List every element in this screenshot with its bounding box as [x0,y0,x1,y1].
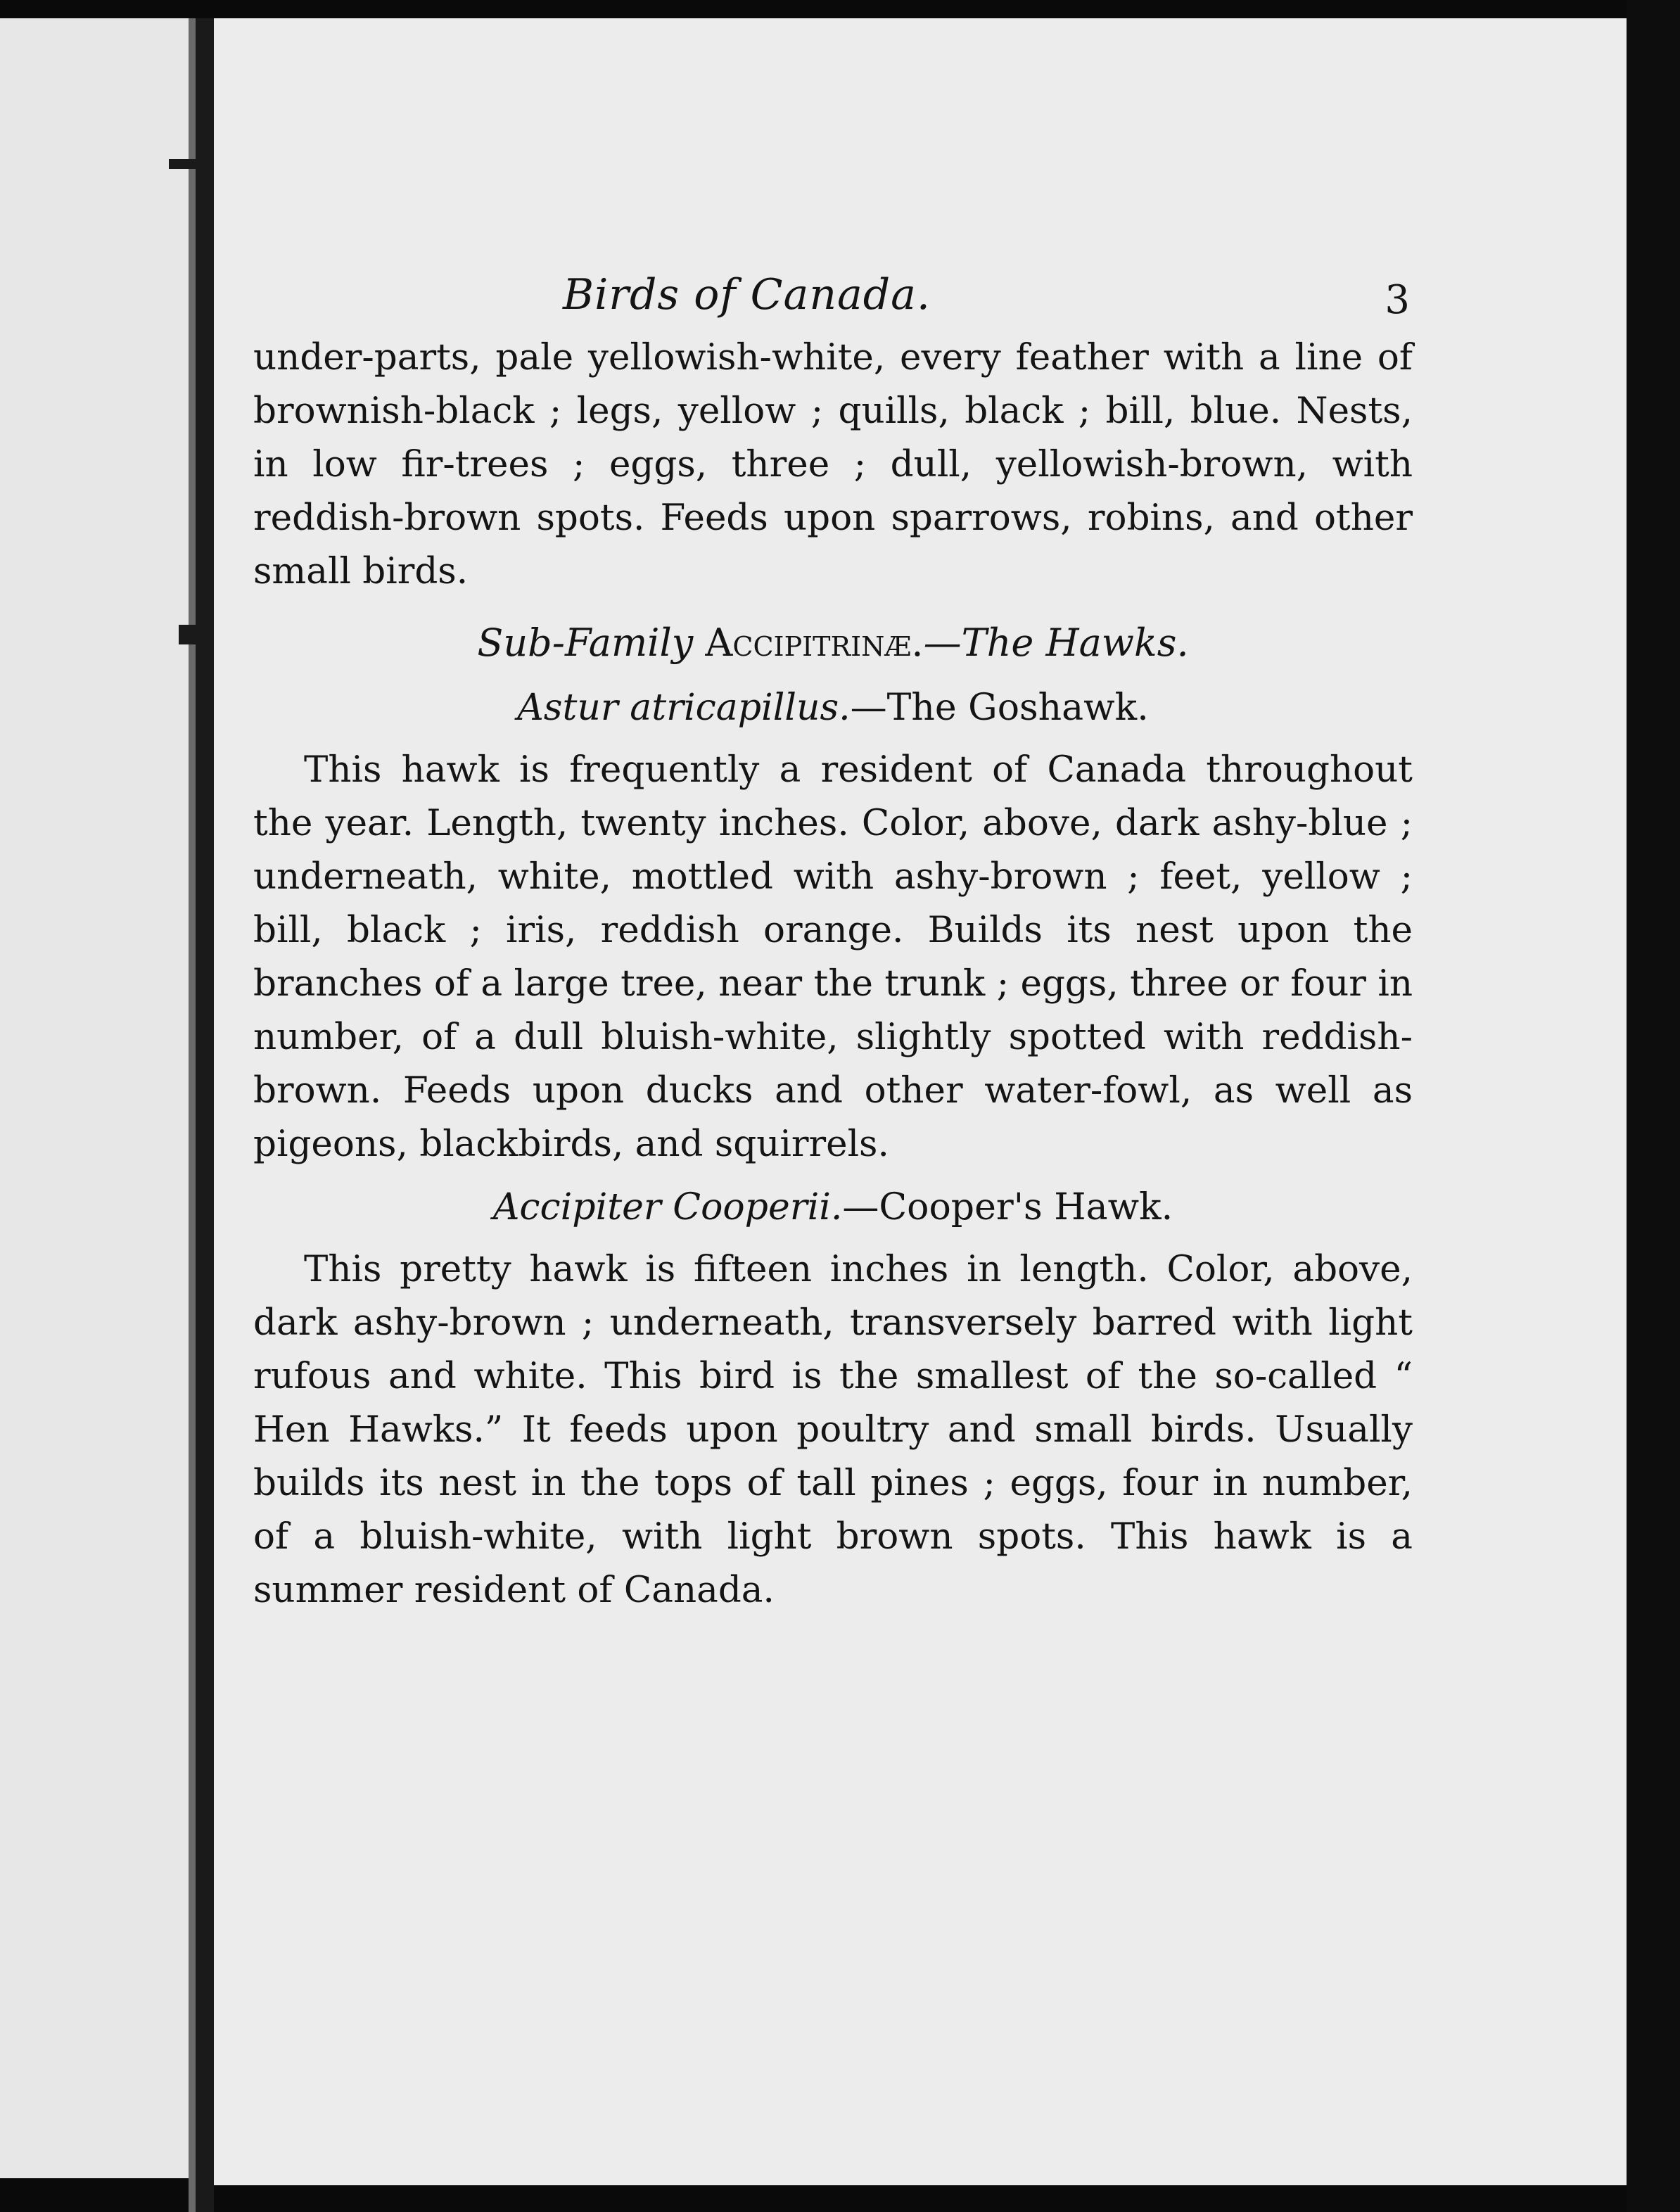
page-number: 3 [1385,277,1410,323]
subfamily-name: Accipitrinæ. [705,621,924,665]
scan-border-right [1627,0,1680,2212]
running-title: Birds of Canada. [563,270,931,319]
running-header [253,250,1413,328]
species-common-name: —The Goshawk. [850,687,1149,729]
species-scientific-name: Astur atricapillus. [517,687,851,729]
page-text-block [253,250,1413,1617]
spine-fold-line [189,18,196,2212]
subfamily-heading [253,616,1413,670]
binding-mark-top [169,159,197,169]
species-heading-goshawk [253,681,1413,735]
species-scientific-name: Accipiter Cooperii. [492,1186,843,1228]
left-facing-page-edge [0,18,189,2178]
species-heading-coopers-hawk [253,1181,1413,1234]
species-common-name: —Cooper's Hawk. [842,1186,1173,1228]
species-description-goshawk: This hawk is frequently a resident of Canada throughout the year. Length, twenty inches. Color, above, dark ashy-blue ; underneath, white, mottled with ashy-brown ; feet, yellow ; bill, black ; iris, reddish orange. Builds its nest upon the branches of a large tree, near the trunk ; eggs, three or four in number, of a dull bluish-white, slightly spotted with reddish-brown. Feeds upon ducks and other water-fowl, as well as pigeons, blackbirds, and squirrels. [253,749,1413,1165]
book-spine-gutter [189,18,214,2212]
continuation-paragraph: under-parts, pale yellowish-white, every feather with a line of brownish-black ; legs, yellow ; quills, black ; bill, blue. Nests, in low fir-trees ; eggs, three ; dull, yellowish-brown, with reddish-brown spots. Feeds upon sparrows, robins, and other small birds. [253,336,1413,592]
subfamily-common-name: —The Hawks. [923,621,1189,665]
species-description-coopers-hawk: This pretty hawk is fifteen inches in length. Color, above, dark ashy-brown ; underneath, transversely barred with light rufous and white. This bird is the smallest of the so-called “ Hen Hawks.” It feeds upon poultry and small birds. Usually builds its nest in the tops of tall pines ; eggs, four in number, of a bluish-white, with light brown spots. This hawk is a summer resident of Canada. [253,1248,1413,1611]
subfamily-prefix: Sub-Family [477,621,694,665]
binding-mark-middle [179,625,200,644]
